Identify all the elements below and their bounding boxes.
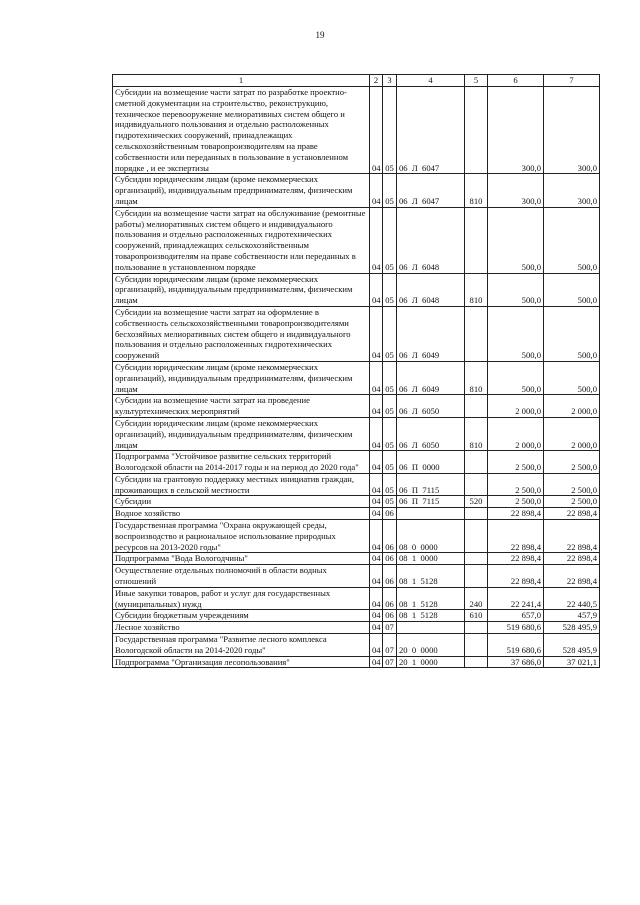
row-expense-type-cell: 810 xyxy=(465,174,488,207)
row-expense-type-cell xyxy=(465,565,488,588)
row-target-article-cell: 20 0 0000 xyxy=(397,634,465,657)
row-amount-year1-cell: 2 500,0 xyxy=(488,451,544,474)
row-expense-type-cell: 810 xyxy=(465,417,488,450)
row-subsection-cell: 07 xyxy=(383,622,397,634)
row-subsection-cell: 07 xyxy=(383,634,397,657)
page-number: 19 xyxy=(315,30,325,40)
row-expense-type-cell xyxy=(465,553,488,565)
row-expense-type-cell xyxy=(465,473,488,496)
row-subsection-cell: 06 xyxy=(383,610,397,622)
row-amount-year1-cell: 300,0 xyxy=(488,87,544,174)
row-amount-year1-cell: 500,0 xyxy=(488,273,544,306)
row-expense-type-cell: 610 xyxy=(465,610,488,622)
row-subsection-cell: 07 xyxy=(383,656,397,668)
header-cell: 6 xyxy=(488,75,544,87)
row-amount-year2-cell: 2 000,0 xyxy=(544,417,600,450)
row-subsection-cell: 06 xyxy=(383,553,397,565)
row-amount-year2-cell: 22 440,5 xyxy=(544,587,600,610)
row-target-article-cell: 06 Л 6049 xyxy=(397,306,465,361)
row-subsection-cell: 05 xyxy=(383,496,397,508)
table-row xyxy=(113,87,600,174)
row-subsection-cell: 05 xyxy=(383,417,397,450)
table-row xyxy=(113,553,600,565)
row-amount-year1-cell: 657,0 xyxy=(488,610,544,622)
row-target-article-cell: 06 П 7115 xyxy=(397,473,465,496)
row-target-article-cell: 08 0 0000 xyxy=(397,520,465,553)
row-target-article-cell: 06 П 0000 xyxy=(397,451,465,474)
row-expense-type-cell xyxy=(465,306,488,361)
row-subsection-cell: 05 xyxy=(383,306,397,361)
row-section-cell: 04 xyxy=(370,395,383,418)
row-amount-year2-cell: 22 898,4 xyxy=(544,553,600,565)
row-name-cell: Субсидии юридическим лицам (кроме некоммерческих организаций), индивидуальным предпринимателям, физическим лицам xyxy=(113,273,370,306)
row-target-article-cell: 08 1 5128 xyxy=(397,565,465,588)
row-section-cell: 04 xyxy=(370,451,383,474)
row-amount-year2-cell: 2 500,0 xyxy=(544,473,600,496)
row-subsection-cell: 05 xyxy=(383,361,397,394)
row-target-article-cell xyxy=(397,622,465,634)
row-expense-type-cell xyxy=(465,87,488,174)
row-amount-year1-cell: 22 898,4 xyxy=(488,553,544,565)
row-amount-year2-cell: 2 500,0 xyxy=(544,451,600,474)
row-subsection-cell: 05 xyxy=(383,273,397,306)
row-section-cell: 04 xyxy=(370,656,383,668)
table-row xyxy=(113,565,600,588)
header-cell: 7 xyxy=(544,75,600,87)
header-cell: 5 xyxy=(465,75,488,87)
row-expense-type-cell xyxy=(465,395,488,418)
table-row xyxy=(113,395,600,418)
row-amount-year2-cell: 22 898,4 xyxy=(544,565,600,588)
row-name-cell: Субсидии на возмещение части затрат на оформление в собственность сельскохозяйственными товаропроизводителями бесхозяйных мелиоративных систем общего и индивидуального пользования и отдельно расположенных гидротехнических сооружений xyxy=(113,306,370,361)
row-expense-type-cell xyxy=(465,622,488,634)
budget-table xyxy=(112,74,600,668)
row-name-cell: Осуществление отдельных полномочий в области водных отношений xyxy=(113,565,370,588)
row-amount-year1-cell: 37 686,0 xyxy=(488,656,544,668)
row-section-cell: 04 xyxy=(370,553,383,565)
row-amount-year1-cell: 500,0 xyxy=(488,361,544,394)
row-section-cell: 04 xyxy=(370,174,383,207)
row-expense-type-cell xyxy=(465,207,488,273)
row-amount-year1-cell: 500,0 xyxy=(488,306,544,361)
table-row xyxy=(113,361,600,394)
table-row xyxy=(113,520,600,553)
row-expense-type-cell: 520 xyxy=(465,496,488,508)
row-section-cell: 04 xyxy=(370,273,383,306)
row-subsection-cell: 05 xyxy=(383,473,397,496)
row-name-cell: Субсидии юридическим лицам (кроме некоммерческих организаций), индивидуальным предпринимателям, физическим лицам xyxy=(113,361,370,394)
row-name-cell: Водное хозяйство xyxy=(113,508,370,520)
row-section-cell: 04 xyxy=(370,361,383,394)
row-amount-year2-cell: 528 495,9 xyxy=(544,634,600,657)
row-section-cell: 04 xyxy=(370,417,383,450)
row-subsection-cell: 05 xyxy=(383,207,397,273)
header-cell: 4 xyxy=(397,75,465,87)
table-row xyxy=(113,174,600,207)
row-expense-type-cell xyxy=(465,451,488,474)
row-amount-year1-cell: 500,0 xyxy=(488,207,544,273)
row-section-cell: 04 xyxy=(370,207,383,273)
row-name-cell: Лесное хозяйство xyxy=(113,622,370,634)
row-target-article-cell: 06 Л 6047 xyxy=(397,174,465,207)
row-section-cell: 04 xyxy=(370,587,383,610)
row-expense-type-cell: 240 xyxy=(465,587,488,610)
row-amount-year2-cell: 22 898,4 xyxy=(544,508,600,520)
table-row xyxy=(113,610,600,622)
row-target-article-cell: 08 1 5128 xyxy=(397,610,465,622)
row-section-cell: 04 xyxy=(370,622,383,634)
row-subsection-cell: 06 xyxy=(383,587,397,610)
table-body xyxy=(113,87,600,668)
row-amount-year2-cell: 500,0 xyxy=(544,207,600,273)
row-amount-year2-cell: 37 021,1 xyxy=(544,656,600,668)
row-amount-year2-cell: 500,0 xyxy=(544,273,600,306)
table-row xyxy=(113,473,600,496)
row-target-article-cell: 06 Л 6050 xyxy=(397,395,465,418)
row-section-cell: 04 xyxy=(370,473,383,496)
table-row xyxy=(113,306,600,361)
row-target-article-cell: 08 1 0000 xyxy=(397,553,465,565)
row-name-cell: Субсидии юридическим лицам (кроме некоммерческих организаций), индивидуальным предпринимателям, физическим лицам xyxy=(113,417,370,450)
table-row xyxy=(113,207,600,273)
row-section-cell: 04 xyxy=(370,306,383,361)
table-row xyxy=(113,417,600,450)
row-name-cell: Субсидии на возмещение части затрат на проведение культуртехнических мероприятий xyxy=(113,395,370,418)
row-target-article-cell: 06 П 7115 xyxy=(397,496,465,508)
row-section-cell: 04 xyxy=(370,634,383,657)
row-amount-year1-cell: 2 000,0 xyxy=(488,395,544,418)
row-target-article-cell xyxy=(397,508,465,520)
row-amount-year1-cell: 22 898,4 xyxy=(488,565,544,588)
row-section-cell: 04 xyxy=(370,610,383,622)
row-amount-year1-cell: 2 500,0 xyxy=(488,496,544,508)
table-row xyxy=(113,451,600,474)
row-subsection-cell: 06 xyxy=(383,565,397,588)
header-cell: 1 xyxy=(113,75,370,87)
row-amount-year2-cell: 500,0 xyxy=(544,306,600,361)
row-target-article-cell: 06 Л 6050 xyxy=(397,417,465,450)
row-subsection-cell: 05 xyxy=(383,451,397,474)
row-target-article-cell: 06 Л 6049 xyxy=(397,361,465,394)
row-amount-year1-cell: 2 500,0 xyxy=(488,473,544,496)
row-amount-year1-cell: 2 000,0 xyxy=(488,417,544,450)
row-name-cell: Подпрограмма "Вода Вологодчины" xyxy=(113,553,370,565)
row-subsection-cell: 05 xyxy=(383,87,397,174)
row-expense-type-cell xyxy=(465,508,488,520)
header-row xyxy=(113,75,600,87)
row-subsection-cell: 05 xyxy=(383,395,397,418)
table-row xyxy=(113,273,600,306)
row-name-cell: Субсидии xyxy=(113,496,370,508)
row-amount-year2-cell: 22 898,4 xyxy=(544,520,600,553)
row-section-cell: 04 xyxy=(370,508,383,520)
row-name-cell: Государственная программа "Развитие лесного комплекса Вологодской области на 2014-2020 годы" xyxy=(113,634,370,657)
row-name-cell: Субсидии юридическим лицам (кроме некоммерческих организаций), индивидуальным предпринимателям, физическим лицам xyxy=(113,174,370,207)
row-amount-year1-cell: 519 680,6 xyxy=(488,634,544,657)
row-expense-type-cell: 810 xyxy=(465,273,488,306)
row-amount-year2-cell: 2 500,0 xyxy=(544,496,600,508)
row-name-cell: Субсидии бюджетным учреждениям xyxy=(113,610,370,622)
row-amount-year1-cell: 22 898,4 xyxy=(488,520,544,553)
row-target-article-cell: 06 Л 6048 xyxy=(397,273,465,306)
row-name-cell: Иные закупки товаров, работ и услуг для государственных (муниципальных) нужд xyxy=(113,587,370,610)
table-row xyxy=(113,508,600,520)
row-name-cell: Подпрограмма "Организация лесопользования" xyxy=(113,656,370,668)
row-target-article-cell: 20 1 0000 xyxy=(397,656,465,668)
row-amount-year1-cell: 519 680,6 xyxy=(488,622,544,634)
row-section-cell: 04 xyxy=(370,520,383,553)
row-name-cell: Государственная программа "Охрана окружающей среды, воспроизводство и рациональное использование природных ресурсов на 2013-2020 годы" xyxy=(113,520,370,553)
row-target-article-cell: 06 Л 6047 xyxy=(397,87,465,174)
row-name-cell: Субсидии на возмещение части затрат на обслуживание (ремонтные работы) мелиоративных систем общего и индивидуального пользования и отдельно расположенных гидротехнических сооружений, принадлежащих сельскохозяйственным товаропроизводителям на праве собственности или переданных в пользование в установленном порядке xyxy=(113,207,370,273)
row-amount-year2-cell: 500,0 xyxy=(544,361,600,394)
row-amount-year2-cell: 528 495,9 xyxy=(544,622,600,634)
row-target-article-cell: 06 Л 6048 xyxy=(397,207,465,273)
table-row xyxy=(113,587,600,610)
row-target-article-cell: 08 1 5128 xyxy=(397,587,465,610)
row-amount-year2-cell: 300,0 xyxy=(544,174,600,207)
table-row xyxy=(113,622,600,634)
row-amount-year2-cell: 2 000,0 xyxy=(544,395,600,418)
row-subsection-cell: 06 xyxy=(383,508,397,520)
row-expense-type-cell xyxy=(465,634,488,657)
row-expense-type-cell xyxy=(465,520,488,553)
row-expense-type-cell xyxy=(465,656,488,668)
header-cell: 2 xyxy=(370,75,383,87)
row-amount-year1-cell: 22 241,4 xyxy=(488,587,544,610)
row-name-cell: Подпрограмма "Устойчивое развитие сельских территорий Вологодской области на 2014-2017 годы и на период до 2020 года" xyxy=(113,451,370,474)
row-amount-year2-cell: 457,9 xyxy=(544,610,600,622)
row-expense-type-cell: 810 xyxy=(465,361,488,394)
row-section-cell: 04 xyxy=(370,496,383,508)
row-section-cell: 04 xyxy=(370,87,383,174)
row-name-cell: Субсидии на грантовую поддержку местных инициатив граждан, проживающих в сельской местности xyxy=(113,473,370,496)
row-amount-year1-cell: 22 898,4 xyxy=(488,508,544,520)
table-row xyxy=(113,656,600,668)
row-amount-year2-cell: 300,0 xyxy=(544,87,600,174)
row-subsection-cell: 06 xyxy=(383,520,397,553)
table-row xyxy=(113,634,600,657)
row-section-cell: 04 xyxy=(370,565,383,588)
table-row xyxy=(113,496,600,508)
row-amount-year1-cell: 300,0 xyxy=(488,174,544,207)
header-cell: 3 xyxy=(383,75,397,87)
row-name-cell: Субсидии на возмещение части затрат по разработке проектно-сметной документации на строительство, реконструкцию, техническое перевооружение мелиоративных систем общего и индивидуального пользования и отдельно расположенных гидротехнических сооружений, принадлежащих сельскохозяйственным товаропроизводителям на праве собственности или переданных в пользование в установленном порядке , и ее экспертизы xyxy=(113,87,370,174)
row-subsection-cell: 05 xyxy=(383,174,397,207)
